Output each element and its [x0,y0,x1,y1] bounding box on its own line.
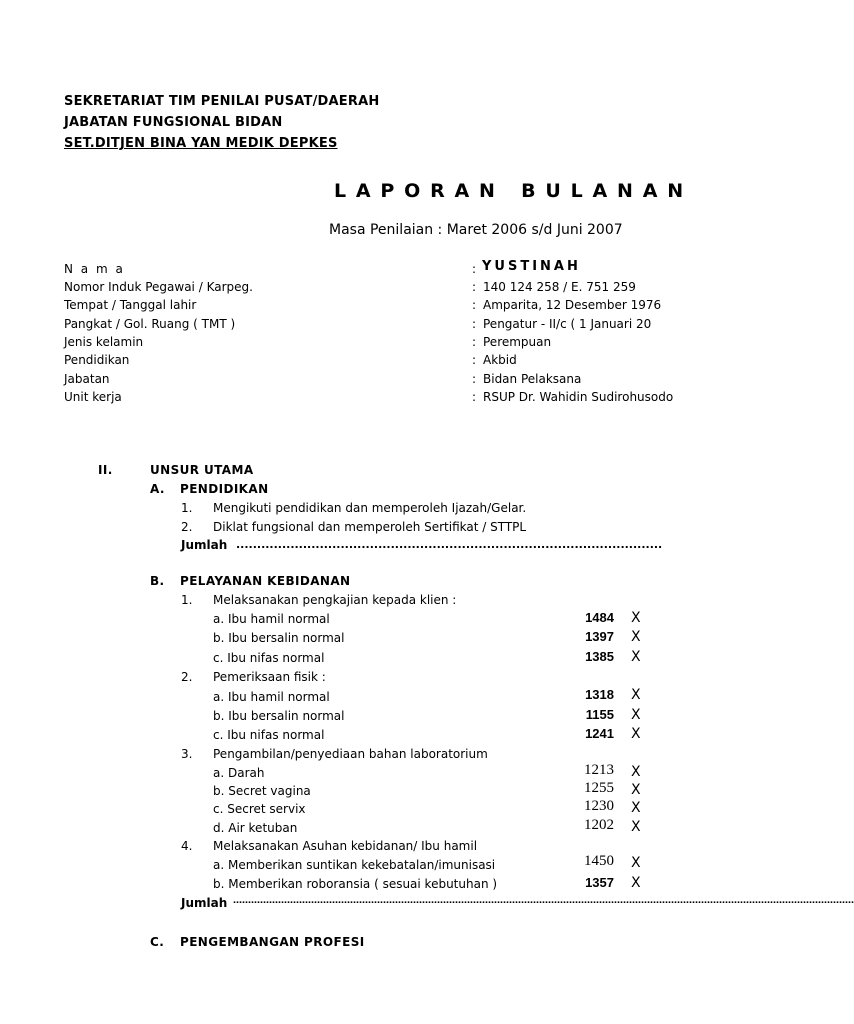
group-number: 2. [181,670,193,684]
identity-value-birth: Amparita, 12 Desember 1976 [483,298,662,312]
identity-value-position: Bidan Pelaksana [483,372,582,386]
subsection-a-title: PENDIDIKAN [180,482,269,496]
jumlah-label: Jumlah [181,538,228,552]
identity-label-gender: Jenis kelamin [64,335,144,349]
identity-label-nip: Nomor Induk Pegawai / Karpeg. [64,280,253,294]
identity-label-unit: Unit kerja [64,390,122,404]
sub-item-value: 1357 [585,875,614,890]
header-line-2: JABATAN FUNGSIONAL BIDAN [64,115,283,130]
sub-item: a. Darah [213,766,265,780]
sub-item-value: 1241 [585,726,614,741]
header-line-1: SEKRETARIAT TIM PENILAI PUSAT/DAERAH [64,94,380,109]
check-x-mark: X [631,687,641,703]
identity-colon: : [472,280,477,294]
sub-item: a. Ibu hamil normal [213,612,330,626]
identity-colon: : [472,353,477,367]
jumlah-dots: ……………………………………………………………………………………………………………………………………………………………………………………… [233,896,854,906]
check-x-mark: X [631,782,641,798]
identity-label-rank: Pangkat / Gol. Ruang ( TMT ) [64,317,236,331]
section-number: II. [98,463,113,477]
sub-item-value: 1213 [584,762,614,778]
assessment-period: Masa Penilaian : Maret 2006 s/d Juni 2007 [329,222,623,238]
jumlah-label: Jumlah [181,896,228,910]
group-title: Pemeriksaan fisik : [213,670,326,684]
check-x-mark: X [631,649,641,665]
list-item-number: 1. [181,501,193,515]
identity-label-birth: Tempat / Tanggal lahir [64,298,197,312]
check-x-mark: X [631,855,641,871]
check-x-mark: X [631,875,641,891]
identity-colon: : [472,390,477,404]
subsection-b-title: PELAYANAN KEBIDANAN [180,574,351,588]
identity-label-name: N a m a [64,262,125,276]
list-item: Mengikuti pendidikan dan memperoleh Ijazah/Gelar. [213,501,527,515]
header-line-3: SET.DITJEN BINA YAN MEDIK DEPKES [64,136,338,151]
identity-value-education: Akbid [483,353,517,367]
sub-item: b. Memberikan roboransia ( sesuai kebutuhan ) [213,877,498,891]
identity-value-nip: 140 124 258 / E. 751 259 [483,280,636,294]
check-x-mark: X [631,610,641,626]
jumlah-dots: ...................................................................................................... [236,538,663,551]
sub-item-value: 1484 [585,610,614,625]
sub-item-value: 1397 [585,629,614,644]
sub-item-value: 1318 [585,687,614,702]
report-title: LAPORAN BULANAN [334,180,693,202]
sub-item-value: 1155 [585,707,614,722]
sub-item: a. Ibu hamil normal [213,690,330,704]
group-number: 1. [181,593,193,607]
sub-item-value: 1385 [585,649,614,664]
group-number: 3. [181,747,193,761]
identity-value-rank: Pengatur - II/c ( 1 Januari 20 [483,317,652,331]
check-x-mark: X [631,707,641,723]
identity-colon: : [472,262,477,276]
check-x-mark: X [631,819,641,835]
sub-item: c. Ibu nifas normal [213,651,325,665]
subsection-c-letter: C. [150,935,165,949]
sub-item: b. Secret vagina [213,784,311,798]
sub-item-value: 1202 [584,817,614,833]
identity-label-position: Jabatan [64,372,110,386]
check-x-mark: X [631,629,641,645]
subsection-c-title: PENGEMBANGAN PROFESI [180,935,365,949]
list-item: Diklat fungsional dan memperoleh Sertifikat / STTPL [213,520,527,534]
sub-item: b. Ibu bersalin normal [213,709,345,723]
group-title: Melaksanakan pengkajian kepada klien : [213,593,457,607]
check-x-mark: X [631,726,641,742]
sub-item: c. Secret servix [213,802,306,816]
sub-item-value: 1230 [584,798,614,814]
section-title: UNSUR UTAMA [150,463,254,477]
subsection-b-letter: B. [150,574,165,588]
identity-value-unit: RSUP Dr. Wahidin Sudirohusodo [483,390,674,404]
identity-value-name: YUSTINAH [482,259,581,274]
identity-colon: : [472,298,477,312]
identity-colon: : [472,335,477,349]
sub-item: c. Ibu nifas normal [213,728,325,742]
sub-item: b. Ibu bersalin normal [213,631,345,645]
identity-colon: : [472,372,477,386]
identity-label-education: Pendidikan [64,353,130,367]
subsection-a-letter: A. [150,482,165,496]
sub-item: a. Memberikan suntikan kekebatalan/imunisasi [213,858,496,872]
identity-colon: : [472,317,477,331]
check-x-mark: X [631,800,641,816]
sub-item: d. Air ketuban [213,821,298,835]
group-number: 4. [181,839,193,853]
check-x-mark: X [631,764,641,780]
sub-item-value: 1450 [584,853,614,869]
sub-item-value: 1255 [584,780,614,796]
list-item-number: 2. [181,520,193,534]
group-title: Pengambilan/penyediaan bahan laboratorium [213,747,488,761]
group-title: Melaksanakan Asuhan kebidanan/ Ibu hamil [213,839,478,853]
identity-value-gender: Perempuan [483,335,552,349]
